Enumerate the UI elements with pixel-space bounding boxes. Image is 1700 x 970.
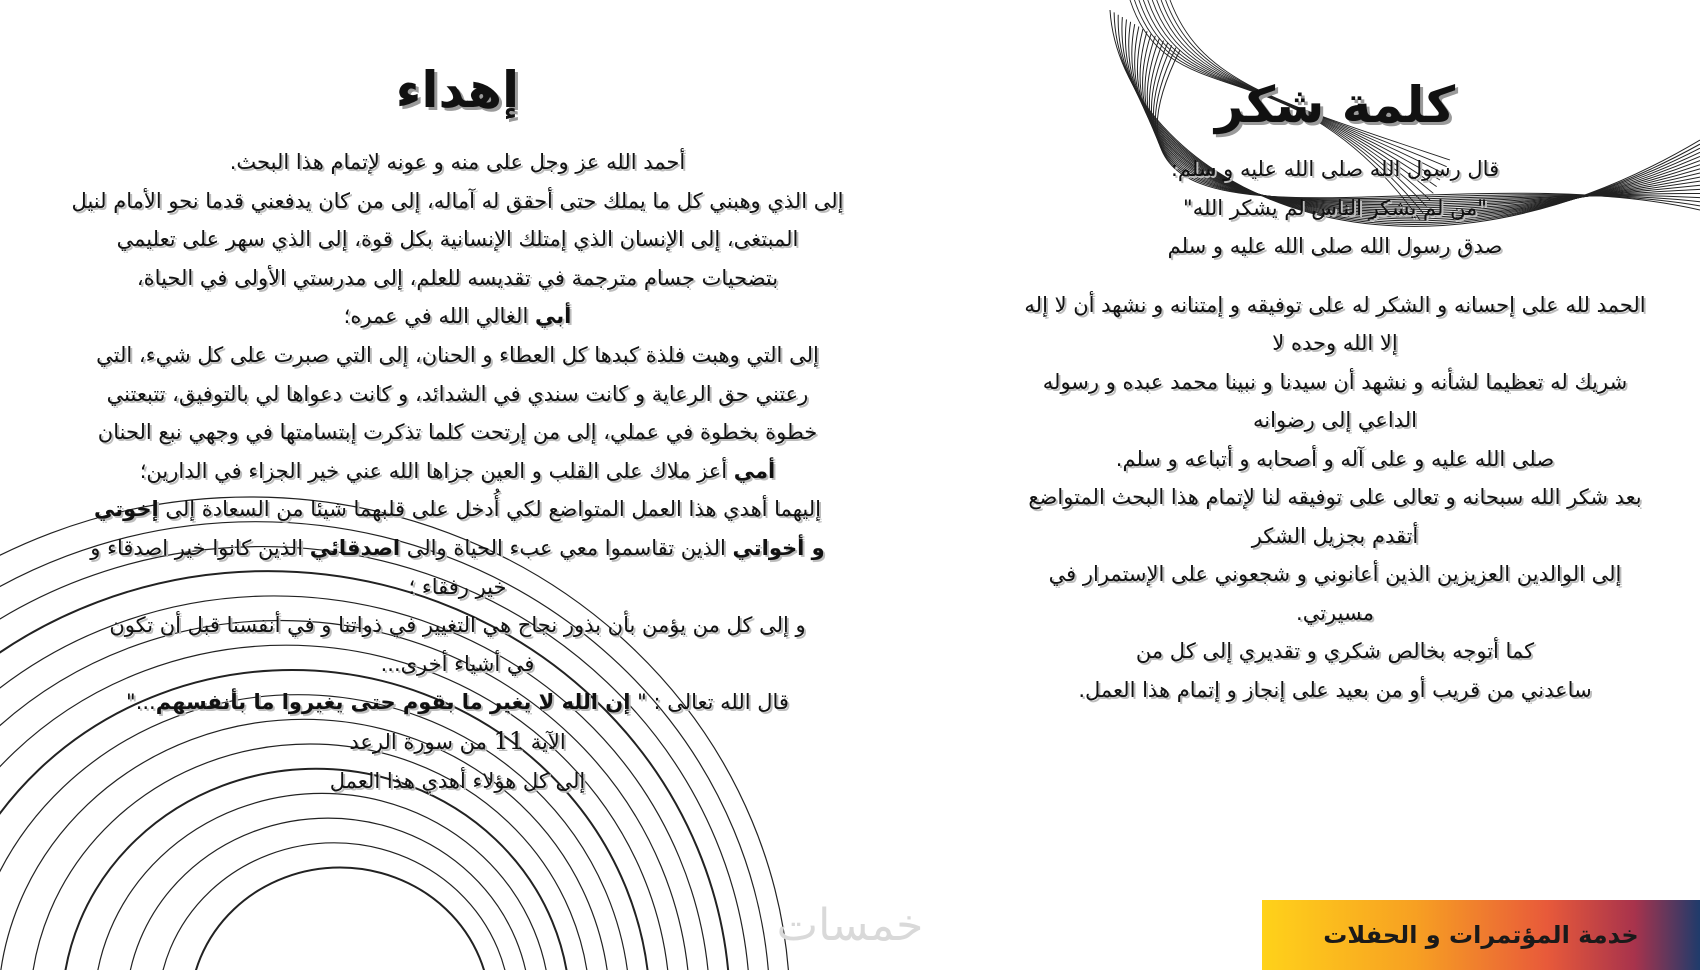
dedication-line: رعتني حق الرعاية و كانت سندي في الشدائد، و كانت دعواها لي بالتوفيق، تتبعتني [106, 381, 809, 406]
thanks-line: صلى الله عليه و على آله و أصحابه و أتباعه و سلم. [1115, 446, 1555, 471]
service-banner-label: خدمة المؤتمرات و الحفلات [1323, 921, 1639, 949]
dedication-line: أبي الغالي الله في عمره؛ [343, 304, 572, 329]
thanks-line: مسيرتي. [1296, 600, 1374, 625]
dedication-line: خطوة بخطوة في عملي، إلى من إرتحت كلما تذكرت إبتسامتها في وجهي نبع الحنان [97, 420, 818, 445]
thanks-line: بعد شكر الله سبحانه و تعالى على توفيقه لنا لإتمام هذا البحث المتواضع [1028, 485, 1642, 509]
decorative-stroke [126, 818, 530, 970]
brothers-label: إخوتي [94, 497, 159, 522]
sisters-label: و أخواتي [732, 535, 825, 560]
thanks-line: ساعدني من قريب أو من بعيد على إنجاز و إتمام هذا العمل. [1078, 677, 1592, 702]
thanks-line: كما أتوجه بخالص شكري و تقديري إلى كل من [1135, 639, 1535, 663]
decorative-stroke [158, 843, 510, 970]
thanks-line: الداعي إلى رضوانه [1253, 408, 1417, 432]
watermark-logo: خمسات [776, 900, 924, 951]
dedication-line: في أشياء أخرى... [380, 651, 535, 676]
dedication-line: إلى كل هؤلاء أهدي هذا العمل [329, 768, 586, 793]
thanks-line: قال رسول الله صلى الله عليه و سلم: [1170, 157, 1500, 181]
verse-text: إن الله لا يغير ما بقوم حتى يغيروا ما بأنفسهم [155, 690, 631, 715]
quran-quote: قال الله تعالى : " إن الله لا يغير ما بقوم حتى يغيروا ما بأنفسهم..." [126, 690, 789, 715]
dedication-section [20, 55, 895, 800]
thanks-line: "من لم يشكر الناس لم يشكر الله" [1183, 195, 1487, 220]
dedication-line: إلى التي وهبت فلذة كبدها كل العطاء و الحنان، إلى التي صبرت على كل شيء، التي [96, 342, 819, 367]
service-banner[interactable] [1262, 900, 1700, 970]
decorative-stroke [94, 793, 550, 970]
thanks-line: إلى الوالدين العزيزين الذين أعانوني و شجعوني على الإستمرار في [1048, 562, 1622, 586]
dedication-line: خير رفقاء ؛ [408, 574, 507, 599]
thanks-body [985, 150, 1685, 709]
thanks-line: الحمد لله على إحسانه و الشكر له على توفيقه و إمتنانه و نشهد أن لا إله [1024, 292, 1646, 317]
mother-label: أمي [733, 458, 776, 483]
dedication-line: و إلى كل من يؤمن بأن بذور نجاح هي التغيير في ذواتنا و في أنفسنا قبل أن تكون [109, 613, 806, 638]
dedication-line: أحمد الله عز وجل على منه و عونه لإتمام هذا البحث. [229, 150, 686, 174]
dedication-line: و أخواتي الذين تقاسموا معي عبء الحياة والى اصدقائي الذين كانوا خير اصدقاء و [90, 535, 825, 560]
dedication-line: إليهما أهدي هذا العمل المتواضع لكي أُدخل على قلبهما شيئا من السعادة إلى إخوتي [94, 497, 821, 522]
thanks-section [985, 70, 1685, 709]
verse-reference: الآية 11 من سورة الرعد [349, 726, 566, 755]
dedication-title: إهداء [395, 61, 520, 119]
dedication-line: المبتغى، إلى الإنسان الذي إمتلك الإنسانية بكل قوة، إلى الذي سهر على تعليمي [116, 227, 799, 252]
father-label: أبي [534, 304, 572, 329]
dedication-line: أمي أعز ملاك على القلب و العين جزاها الله عني خير الجزاء في الدارين؛ [139, 458, 776, 483]
thanks-line: صدق رسول الله صلى الله عليه و سلم [1167, 234, 1503, 258]
thanks-line: أتقدم بجزيل الشكر [1251, 523, 1419, 548]
decorative-stroke [190, 868, 490, 970]
thanks-line: شريك له تعظيما لشأنه و نشهد أن سيدنا و نبينا محمد عبده و رسوله [1042, 369, 1628, 394]
friends-label: اصدقائي [309, 535, 401, 560]
dedication-line: إلى الذي وهبني كل ما يملك حتى أحقق له آماله، إلى من كان يدفعني قدما نحو الأمام لنيل [71, 188, 844, 213]
paragraph-gap [985, 266, 1685, 286]
thanks-line: إلا الله وحده لا [1272, 331, 1398, 355]
thanks-title: كلمة شكر [1214, 76, 1456, 134]
dedication-line: بتضحيات جسام مترجمة في تقديسه للعلم، إلى مدرستي الأولى في الحياة، [136, 265, 779, 290]
